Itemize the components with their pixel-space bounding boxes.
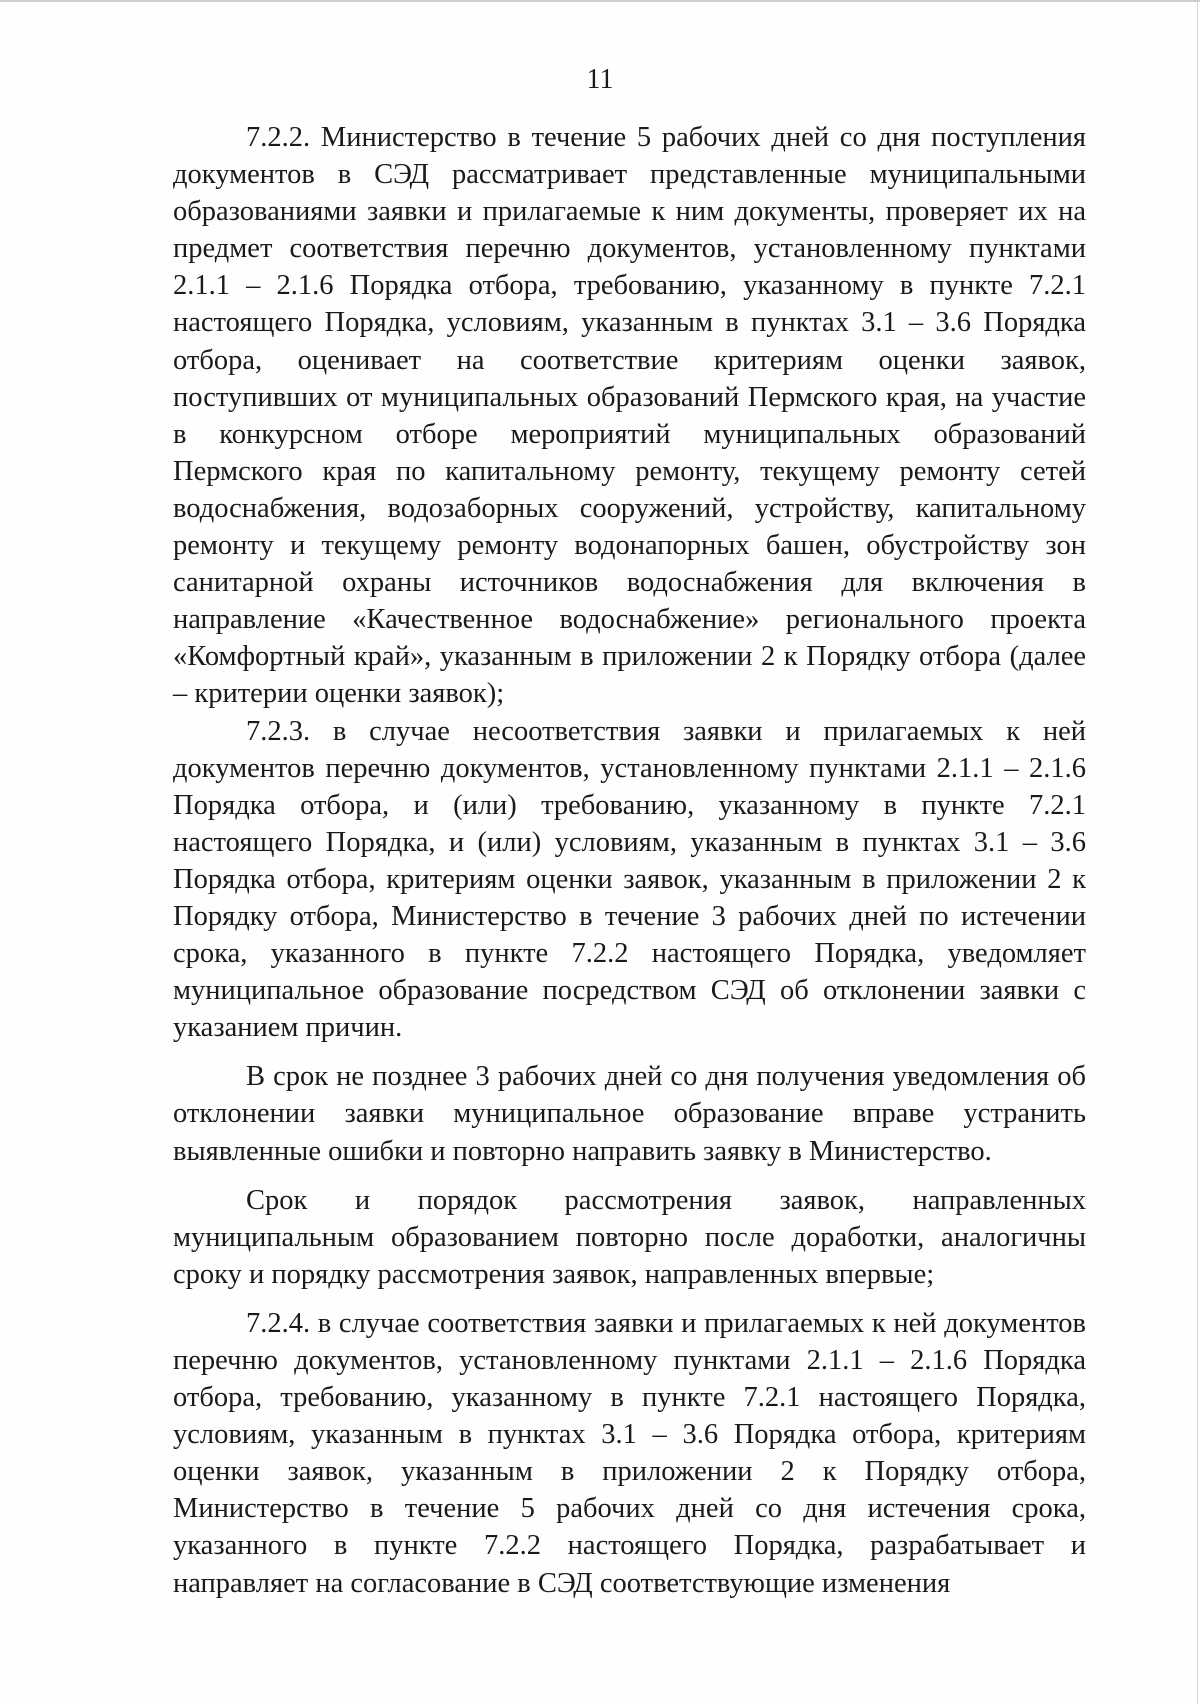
paragraph-7-2-4: 7.2.4. в случае соответствия заявки и прилагаемых к ней документов перечню документов, установленному пунктами 2.1.1 – 2.1.6 Порядка отбора, требованию, указанному в пункте 7.2.1 настоящего Порядка, условиям, указанным в пунктах 3.1 – 3.6 Порядка отбора, критериям оценки заявок, указанным в приложении 2 к Порядку отбора, Министерство в течение 5 рабочих дней со дня истечения срока, указанного в пункте 7.2.2 настоящего Порядка, разрабатывает и направляет на согласование в СЭД соответствующие изменения (173, 1307, 1086, 1599)
paragraph-7-2-3: 7.2.3. в случае несоответствия заявки и прилагаемых к ней документов перечню документов, установленному пунктами 2.1.1 – 2.1.6 Порядка отбора, и (или) требованию, указанному в пункте 7.2.1 настоящего Порядка, и (или) условиям, указанным в пунктах 3.1 – 3.6 Порядка отбора, критериям оценки заявок, указанным в приложении 2 к Порядку отбора, Министерство в течение 3 рабочих дней по истечении срока, указанного в пункте 7.2.2 настоящего Порядка, уведомляет муниципальное образование посредством СЭД об отклонении заявки с указанием причин. (173, 715, 1086, 1044)
document-body (173, 119, 1086, 1602)
page-edge (1197, 2, 1198, 1704)
page-number: 11 (586, 64, 614, 95)
paragraph-resubmission-deadline: В срок не позднее 3 рабочих дней со дня получения уведомления об отклонении заявки муниципальное образование вправе устранить выявленные ошибки и повторно направить заявку в Министерство. (173, 1061, 1086, 1167)
paragraph-resubmission-review: Срок и порядок рассмотрения заявок, направленных муниципальным образованием повторно после доработки, аналогичны сроку и порядку рассмотрения заявок, направленных впервые; (173, 1184, 1086, 1290)
paragraph-7-2-2: 7.2.2. Министерство в течение 5 рабочих дней со дня поступления документов в СЭД рассматривает представленные муниципальными образованиями заявки и прилагаемые к ним документы, проверяет их на предмет соответствия перечню документов, установленному пунктами 2.1.1 – 2.1.6 Порядка отбора, требованию, указанному в пункте 7.2.1 настоящего Порядка, условиям, указанным в пунктах 3.1 – 3.6 Порядка отбора, оценивает на соответствие критериям оценки заявок, поступивших от муниципальных образований Пермского края, на участие в конкурсном отборе мероприятий муниципальных образований Пермского края по капитальному ремонту, текущему ремонту сетей водоснабжения, водозаборных сооружений, устройству, капитальному ремонту и текущему ремонту водонапорных башен, обустройству зон санитарной охраны источников водоснабжения для включения в направление «Качественное водоснабжение» регионального проекта «Комфортный край», указанным в приложении 2 к Порядку отбора (далее – критерии оценки заявок); (173, 122, 1086, 710)
